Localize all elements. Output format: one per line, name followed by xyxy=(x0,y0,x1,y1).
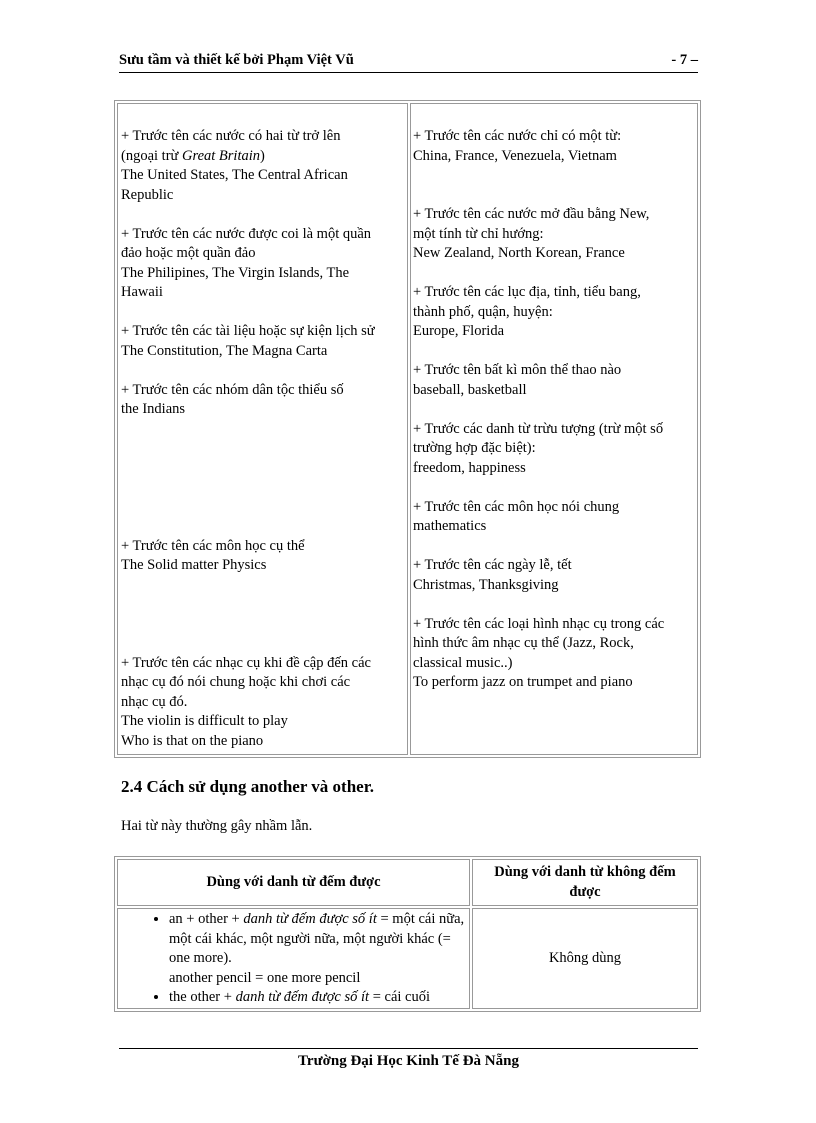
article-usage-table xyxy=(114,100,701,758)
example-text: another pencil = one more pencil xyxy=(169,969,361,986)
example-text: the Indians xyxy=(121,401,186,417)
rule-text: + Trước tên các lục địa, tỉnh, tiểu bang, xyxy=(413,284,641,300)
uncountable-usage-cell: Không dùng xyxy=(472,908,698,1009)
section-heading: 2.4 Cách sử dụng another và other. xyxy=(121,777,374,796)
usage-column-left xyxy=(117,103,408,755)
rule-text: trường hợp đặc biệt): xyxy=(413,440,536,456)
list-item: • the other + danh từ đếm được số ít = cái cuối xyxy=(169,988,465,1008)
rule-text: hình thức âm nhạc cụ thể (Jazz, Rock, xyxy=(413,635,634,651)
rule-text: đảo hoặc một quần đảo xyxy=(121,245,256,261)
another-other-table xyxy=(114,856,701,1012)
example-text: baseball, basketball xyxy=(413,381,527,398)
rule-text: + Trước tên các tài liệu hoặc sự kiện lịch sử xyxy=(121,323,375,339)
example-text: mathematics xyxy=(413,518,487,534)
section-intro: Hai từ này thường gây nhầm lẫn. xyxy=(121,818,313,834)
rule-text: + Trước tên các nước được coi là một quần xyxy=(121,225,372,242)
rule-text: + Trước tên các nhạc cụ khi đề cập đến các xyxy=(121,654,371,671)
example-text: The Philipines, The Virgin Islands, The xyxy=(121,264,350,281)
countable-usage-cell xyxy=(117,908,470,1009)
column-header-uncountable: Dùng với danh từ không đếm được xyxy=(472,859,698,906)
page-footer: Trường Đại Học Kinh Tế Đà Nẵng xyxy=(298,1053,519,1069)
rule-text: + Trước tên các nước có hai từ trở lên xyxy=(121,128,341,144)
rule-text: một tính từ chỉ hướng: xyxy=(413,225,544,242)
footer-divider xyxy=(119,1048,698,1049)
rule-text: + Trước tên các nước chỉ có một từ: xyxy=(413,128,622,144)
rule-text: + Trước tên các nước mở đầu bằng New, xyxy=(413,206,650,222)
rule-text: + Trước tên bất kì môn thể thao nào xyxy=(413,362,622,378)
example-text: New Zealand, North Korean, France xyxy=(413,245,625,261)
rule-text: + Trước tên các ngày lễ, tết xyxy=(413,557,572,573)
list-item: • an + other + danh từ đếm được số ít = một cái nữa, một cái khác, một người nữa, một người khác (= one more). another pencil = one more pencil xyxy=(169,910,465,988)
example-text: China, France, Venezuela, Vietnam xyxy=(413,147,617,164)
usage-column-right xyxy=(410,103,698,755)
example-text: Christmas, Thanksgiving xyxy=(413,576,559,593)
rule-text: (ngoại trừ Great Britain) xyxy=(121,147,265,164)
example-text: The United States, The Central African xyxy=(121,167,348,183)
example-text: The violin is difficult to play xyxy=(121,713,288,729)
example-text: The Constitution, The Magna Carta xyxy=(121,342,328,359)
rule-text: + Trước tên các môn học cụ thể xyxy=(121,537,305,554)
rule-text: classical music..) xyxy=(413,654,513,671)
rule-text: + Trước tên các môn học nói chung xyxy=(413,498,620,515)
rule-text: nhạc cụ đó nói chung hoặc khi chơi các xyxy=(121,674,351,690)
page-number: - 7 – xyxy=(671,52,698,68)
page-header xyxy=(119,52,698,73)
rule-text: + Trước tên các loại hình nhạc cụ trong các xyxy=(413,615,665,632)
example-text: Europe, Florida xyxy=(413,323,505,339)
rule-text: + Trước các danh từ trừu tượng (trừ một số xyxy=(413,420,664,437)
example-text: Who is that on the piano xyxy=(121,732,264,749)
example-text: freedom, happiness xyxy=(413,459,526,476)
example-text: Hawaii xyxy=(121,284,163,300)
example-text: Republic xyxy=(121,186,174,203)
example-text: To perform jazz on trumpet and piano xyxy=(413,674,633,690)
rule-text: + Trước tên các nhóm dân tộc thiểu số xyxy=(121,381,344,398)
column-header-countable: Dùng với danh từ đếm được xyxy=(117,859,470,906)
rule-text: nhạc cụ đó. xyxy=(121,693,188,710)
header-author: Sưu tầm và thiết kế bởi Phạm Việt Vũ xyxy=(119,52,354,68)
example-text: The Solid matter Physics xyxy=(121,557,267,573)
rule-text: thành phố, quận, huyện: xyxy=(413,303,553,320)
